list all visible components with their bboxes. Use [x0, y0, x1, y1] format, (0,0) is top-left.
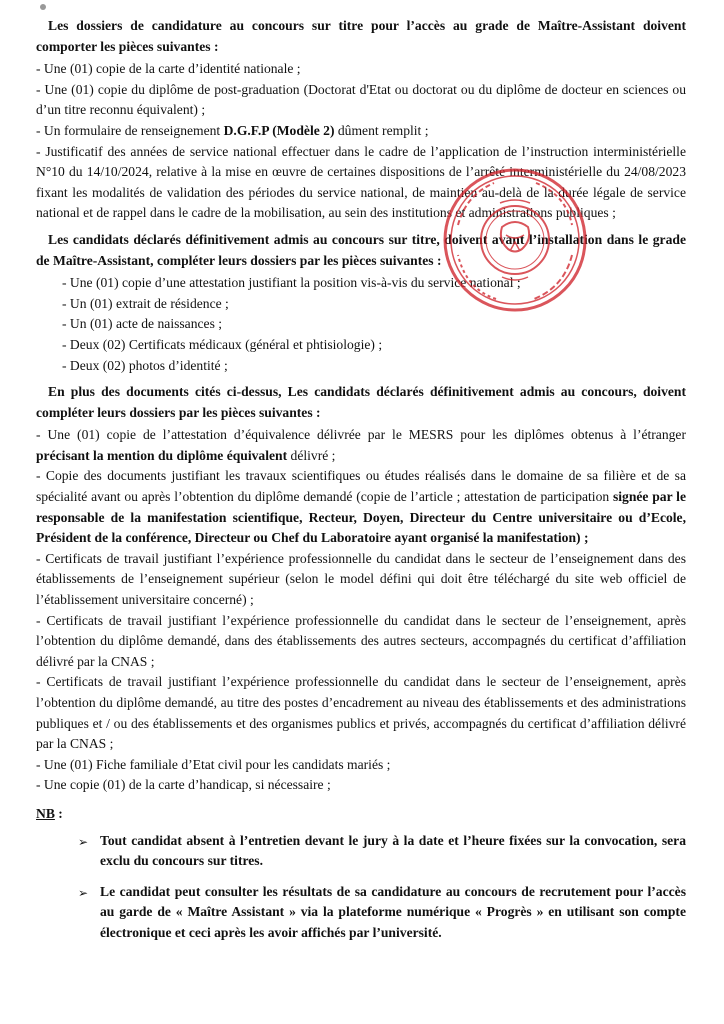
list-item: - Certificats de travail justifiant l’expérience professionnelle du candidat dans le secteur de l’enseignement, après l’obtention du diplôme demandé, dans des établissements des autres secteurs, accompagnés du certificat d’affiliation délivré par la CNAS ;: [36, 612, 686, 669]
list-item: - Justificatif des années de service national effectuer dans le cadre de l’application de l’instruction interministérielle N°10 du 14/10/2024, relative à la mise en œuvre de certaines dispositions de l’arrêté interministérielle du 24/08/2023 fixant les modalités de validation des périodes du service national, de maintien au-delà de la durée légale de service national et de rappel dans le cadre de la mobilisation, au sein des institutions et administrations publiques ;: [36, 143, 686, 221]
list-item: - Une copie (01) de la carte d’handicap, si nécessaire ;: [36, 777, 331, 793]
item-text-bold: signée par le responsable de la manifestation scientifique, Recteur, Doyen, Directeur du Centre universitaire ou d’Ecole, Président de la conférence, Directeur ou Chef du Laboratoire ayant organisé la manifestation) ;: [36, 489, 686, 546]
arrow-bullet-icon: ➢: [78, 885, 89, 900]
list-item: - Certificats de travail justifiant l’expérience professionnelle du candidat dans le secteur de l’enseignement, après l’obtention du diplôme demandé, au titre des postes d’encadrement au niveau des établissements et des administrations publiques et / ou des établissements et des organismes publics et privés, accompagnés du certificat d’affiliation délivré par la CNAS ;: [36, 674, 686, 752]
list-item-travaux: [36, 466, 686, 548]
nb-note-text: Tout candidat absent à l’entretien devant le jury à la date et l’heure fixées sur la convocation, sera exclu du concours sur titres.: [100, 832, 686, 869]
arrow-bullet-icon: ➢: [78, 834, 89, 849]
nb-heading: [36, 804, 686, 825]
item-text: dûment remplit ;: [334, 122, 429, 138]
section-heading-admis: Les candidats déclarés définitivement admis au concours sur titre, doivent avant l’installation dans le grade de Maître-Assistant, compléter leurs dossiers par les pièces suivantes :: [36, 231, 686, 268]
item-text: - Copie des documents justifiant les travaux scientifiques ou études réalisés dans le domaine de sa filière et de sa spécialité avant ou après l’obtention du diplôme demandé (copie de l’article ; attestation de participation: [36, 468, 686, 505]
section-heading-dossiers: Les dossiers de candidature au concours sur titre pour l’accès au grade de Maître-Assistant doivent comporter les pièces suivantes :: [36, 18, 686, 54]
list-item: - Une (01) copie de la carte d’identité nationale ;: [36, 61, 301, 77]
list-item: - Un (01) extrait de résidence ;: [62, 295, 229, 311]
list-item-equivalence: [36, 425, 686, 466]
nb-label: NB: [36, 805, 55, 821]
nb-colon: :: [54, 805, 63, 821]
item-text: délivré ;: [287, 447, 336, 463]
list-item: - Une (01) copie d’une attestation justifiant la position vis-à-vis du service national ;: [62, 275, 521, 291]
list-item: - Une (01) copie du diplôme de post-graduation (Doctorat d'Etat ou doctorat ou du diplôme de docteur en sciences ou d’un titre reconnu équivalent) ;: [36, 81, 686, 118]
list-item: - Une (01) Fiche familiale d’Etat civil pour les candidats mariés ;: [36, 756, 391, 772]
list-item: - Un (01) acte de naissances ;: [62, 316, 223, 332]
item-text-bold: précisant la mention du diplôme équivalent: [36, 447, 288, 463]
item-text: - Une (01) copie de l’attestation d’équivalence délivrée par le MESRS pour les diplômes obtenus à l’étranger: [36, 427, 686, 443]
item-text-bold: D.G.F.P (Modèle 2): [223, 122, 335, 138]
nb-note: [78, 831, 686, 872]
list-item: - Certificats de travail justifiant l’expérience professionnelle du candidat dans le secteur de l’enseignement dans des établissements de l’enseignement supérieur (selon le model défini qui doit être téléchargé du site web officiel de l’établissement universitaire concerné) ;: [36, 550, 686, 608]
scan-dot: [40, 4, 46, 10]
list-item-form: [36, 121, 686, 142]
section-heading-complement: En plus des documents cités ci-dessus, Les candidats déclarés définitivement admis au concours, doivent compléter leurs dossiers par les pièces suivantes :: [36, 384, 686, 420]
list-item: - Deux (02) Certificats médicaux (général et phtisiologie) ;: [62, 336, 383, 352]
nb-note-text: Le candidat peut consulter les résultats de sa candidature au concours de recrutement pour l’accès au garde de « Maître Assistant » via la plateforme numérique « Progrès » en utilisant son compte électronique et ceci après les avoir affichés par l’université.: [100, 883, 686, 940]
document-body: [36, 16, 686, 954]
list-item: - Deux (02) photos d’identité ;: [62, 357, 228, 373]
nb-note: [78, 882, 686, 944]
item-text: - Un formulaire de renseignement: [36, 122, 224, 138]
